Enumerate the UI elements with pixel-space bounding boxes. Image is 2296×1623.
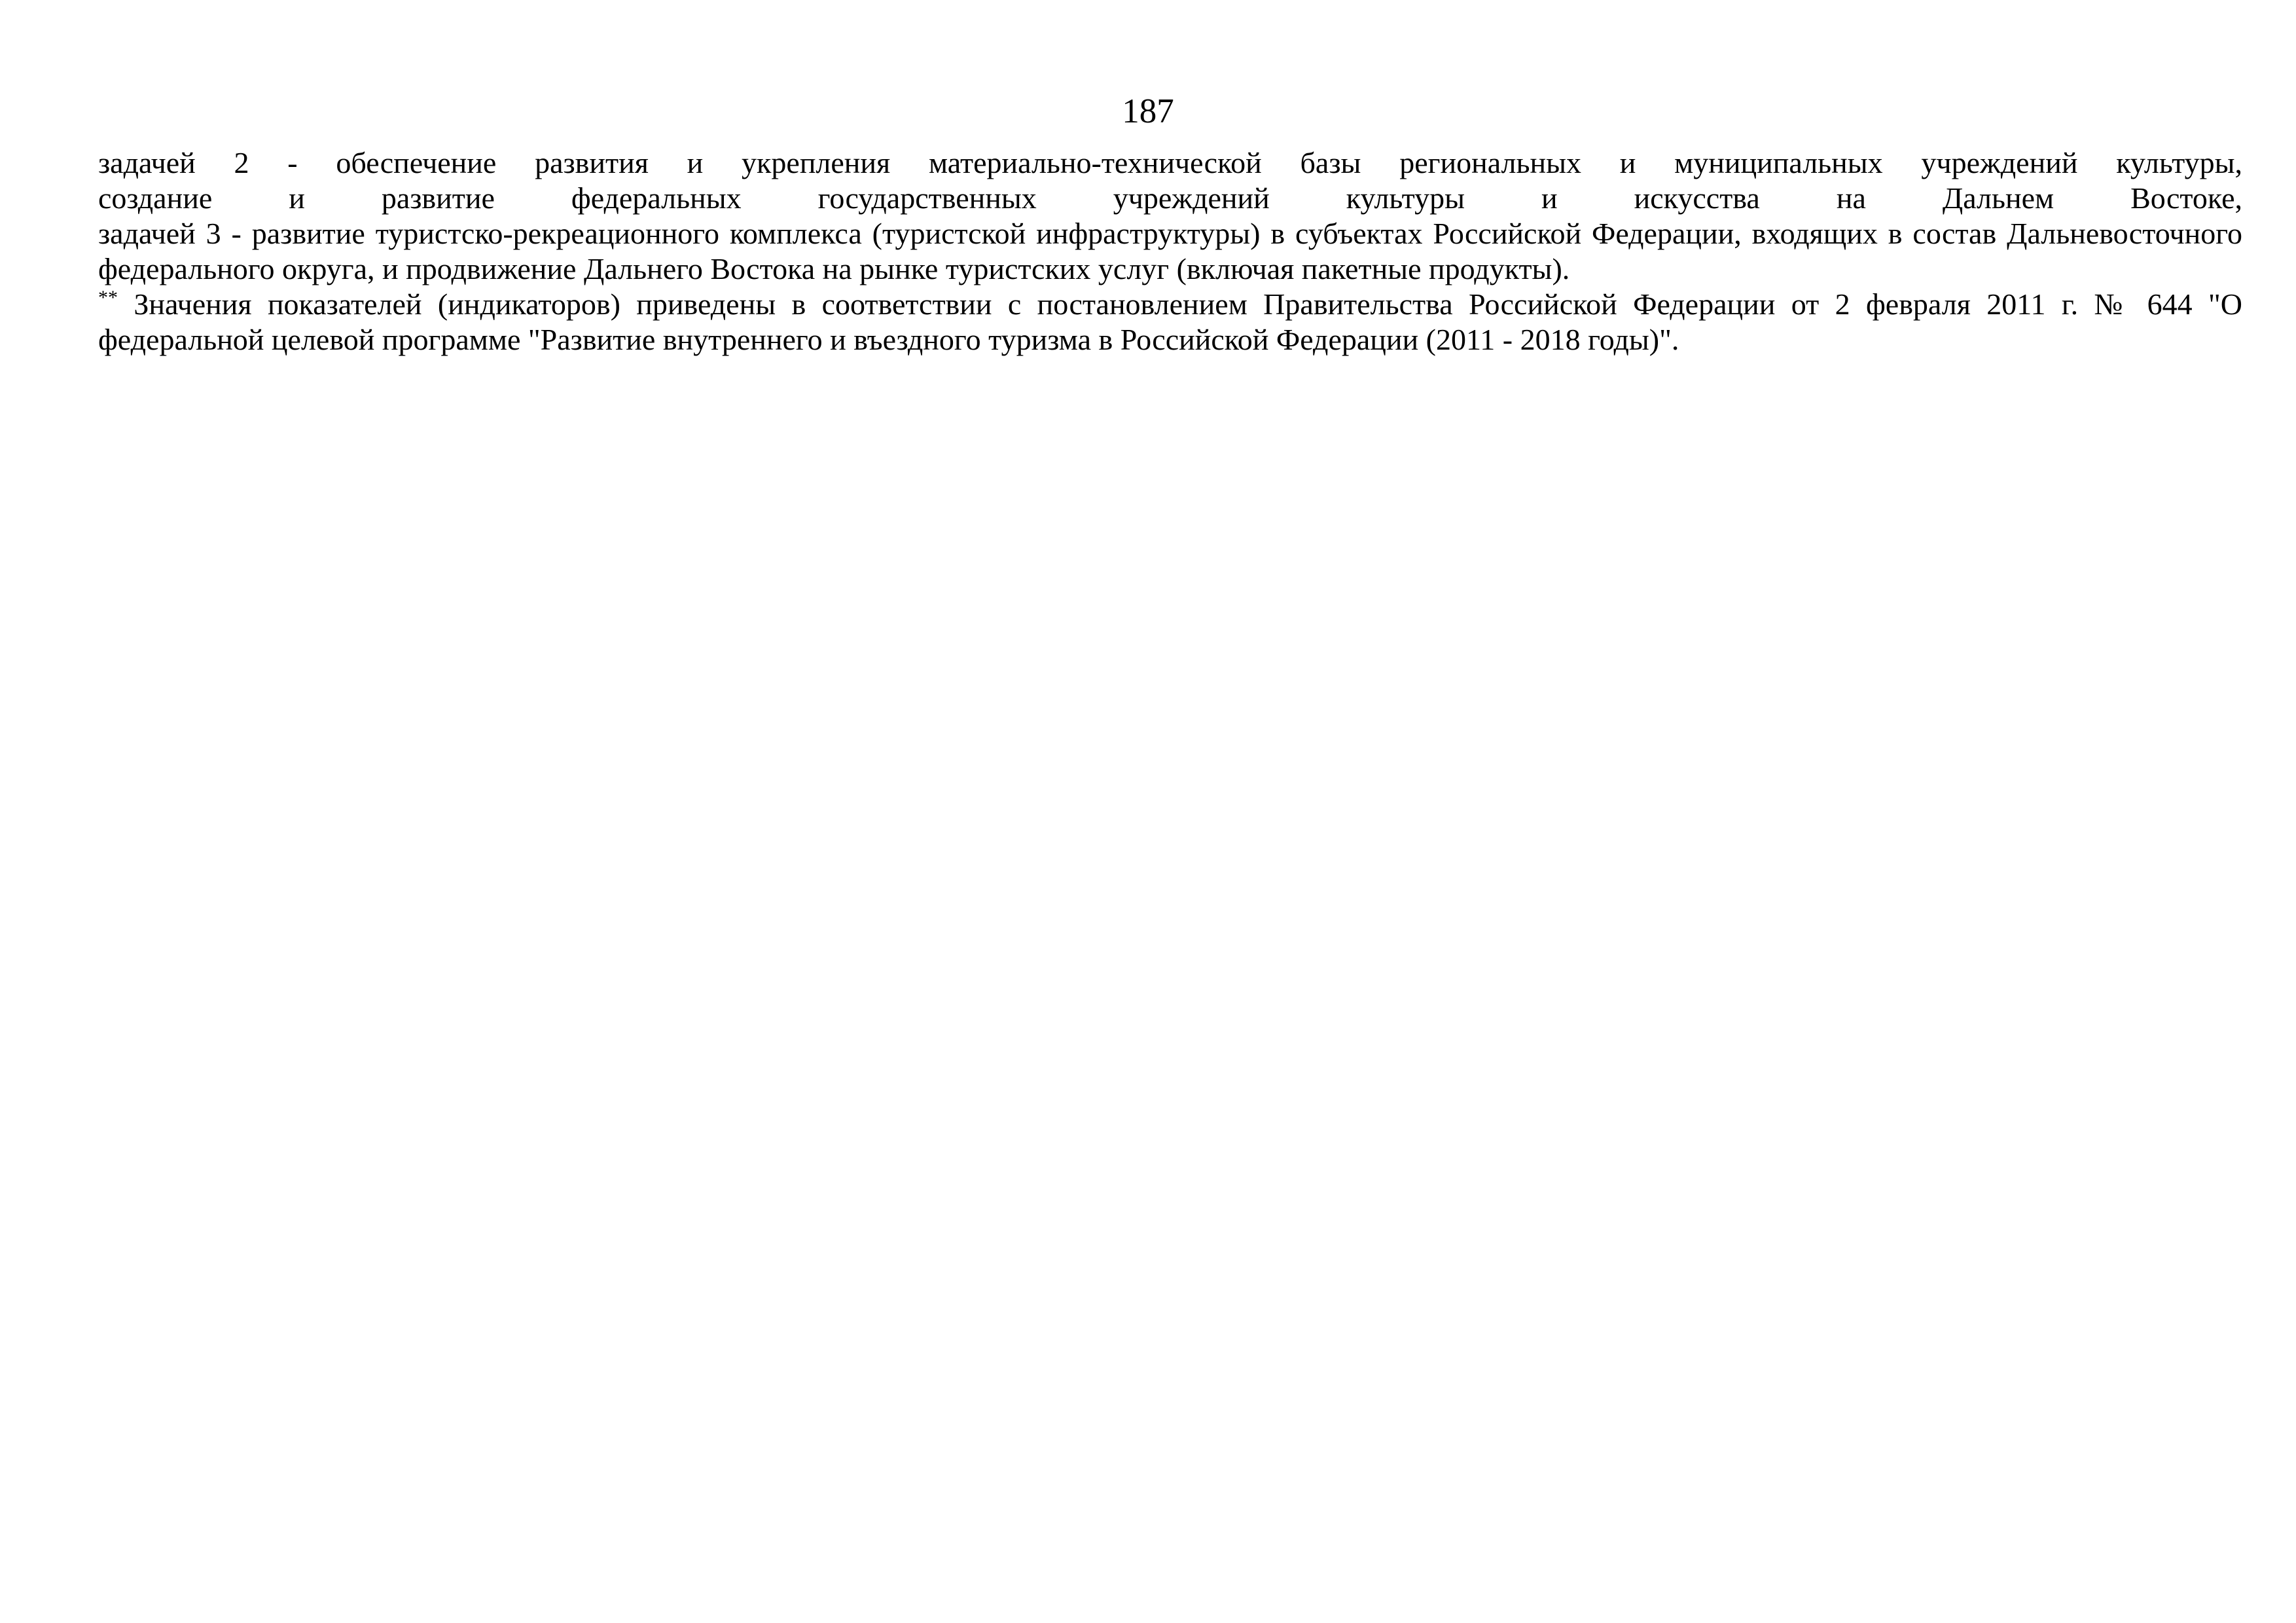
footnote-line-task-3: задачей 3 - развитие туристско-рекреационного комплекса (туристской инфраструктуры) в субъектах Российской Федерации, входящих в состав Дальневосточного федерального округа, и продвижение Дальнего Востока на рынке туристских услуг (включая пакетные продукты). [98,217,2242,285]
footnote-indicators-note [98,287,2242,357]
footnote-marker: ** [98,287,118,308]
page-number: 187 [1122,92,1174,130]
footnote-block [98,145,2242,357]
footnote-line-task-2: задачей 2 - обеспечение развития и укрепления материально-технической базы региональных и муниципальных учреждений культуры, [98,146,2242,179]
footnote-line-federal-institutions: создание и развитие федеральных государственных учреждений культуры и искусства на Дальнем Востоке, [98,181,2242,215]
footnote-note-body: Значения показателей (индикаторов) приведены в соответствии с постановлением Правительства Российской Федерации от 2 февраля 2011 г. № 644 "О федеральной целевой программе "Развитие внутреннего и въездного туризма в Российской Федерации (2011 - 2018 годы)". [98,287,2242,356]
